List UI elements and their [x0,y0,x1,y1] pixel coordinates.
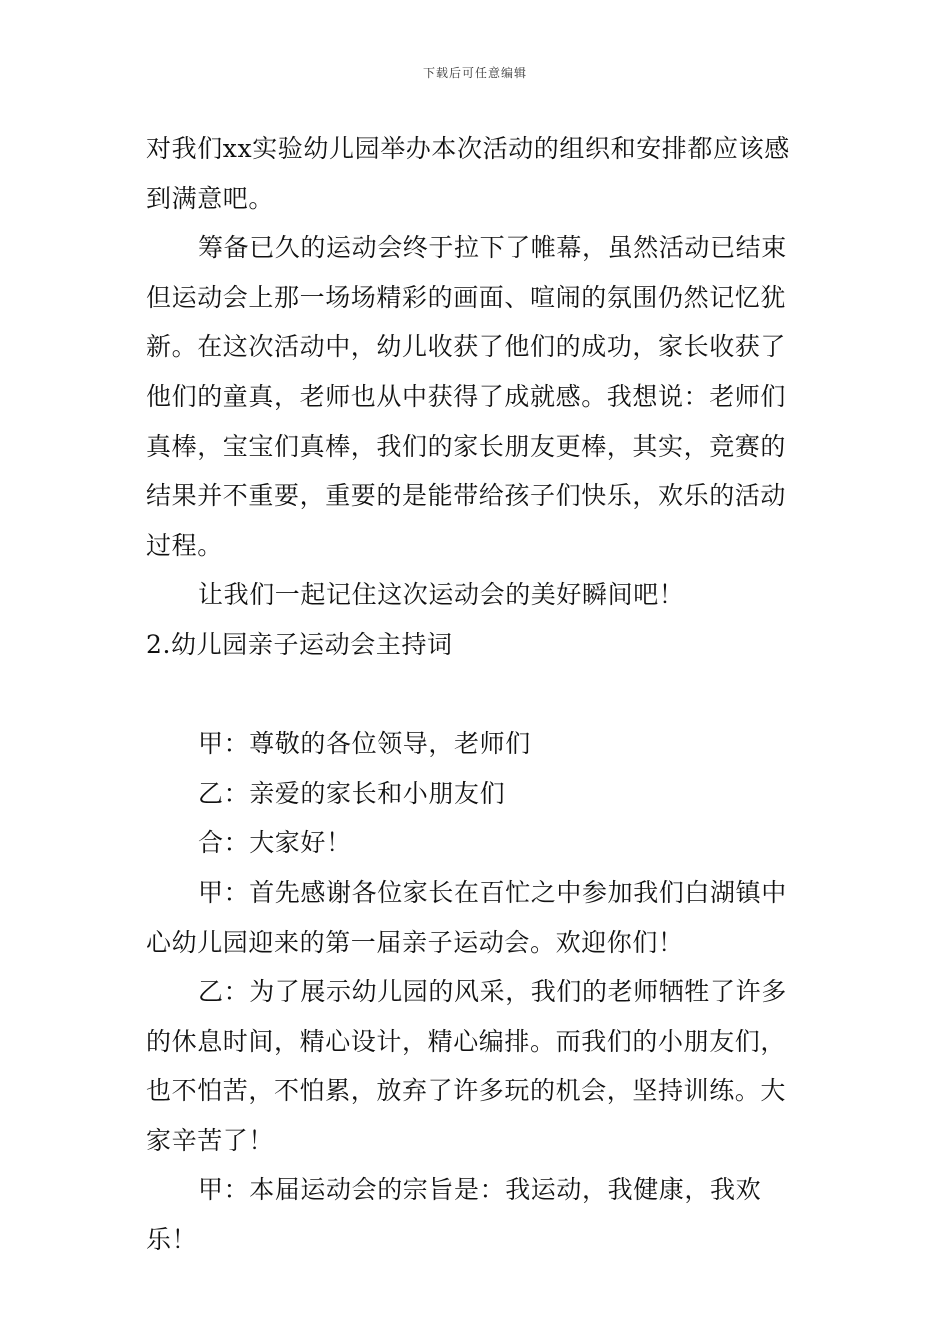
script-line-he: 合：大家好！ [198,828,352,858]
script-line-jia-2: 甲：首先感谢各位家长在百忙之中参加我们白湖镇中心幼儿园迎来的第一届亲子运动会。欢迎你们！ [146,877,787,957]
paragraph-summary: 筹备已久的运动会终于拉下了帷幕，虽然活动已结束但运动会上那一场场精彩的画面、喧闹的氛围仍然记忆犹新。在这次活动中，幼儿收获了他们的成功，家长收获了他们的童真，老师也从中获得了成就感。我想说：老师们真棒，宝宝们真棒，我们的家长朋友更棒，其实，竞赛的结果并不重要，重要的是能带给孩子们快乐，欢乐的活动过程。 [146,233,787,560]
script-line-yi-2: 乙：为了展示幼儿园的风采，我们的老师牺牲了许多的休息时间，精心设计，精心编排。而我们的小朋友们，也不怕苦，不怕累，放弃了许多玩的机会，坚持训练。大家辛苦了！ [146,977,787,1155]
paragraph-continuation: 对我们xx实验幼儿园举办本次活动的组织和安排都应该感到满意吧。 [146,134,790,213]
section-heading: 2.幼儿园亲子运动会主持词 [146,629,453,659]
script-line-jia-3: 甲：本届运动会的宗旨是：我运动，我健康，我欢乐！ [146,1175,762,1255]
script-line-jia-1: 甲：尊敬的各位领导，老师们 [198,729,531,759]
script-line-yi-1: 乙：亲爱的家长和小朋友们 [198,778,506,808]
paragraph-closing: 让我们一起记住这次运动会的美好瞬间吧！ [198,580,685,610]
page-header-note: 下载后可任意编辑 [422,66,527,80]
blank-line [146,670,806,720]
document-body [146,124,806,1265]
